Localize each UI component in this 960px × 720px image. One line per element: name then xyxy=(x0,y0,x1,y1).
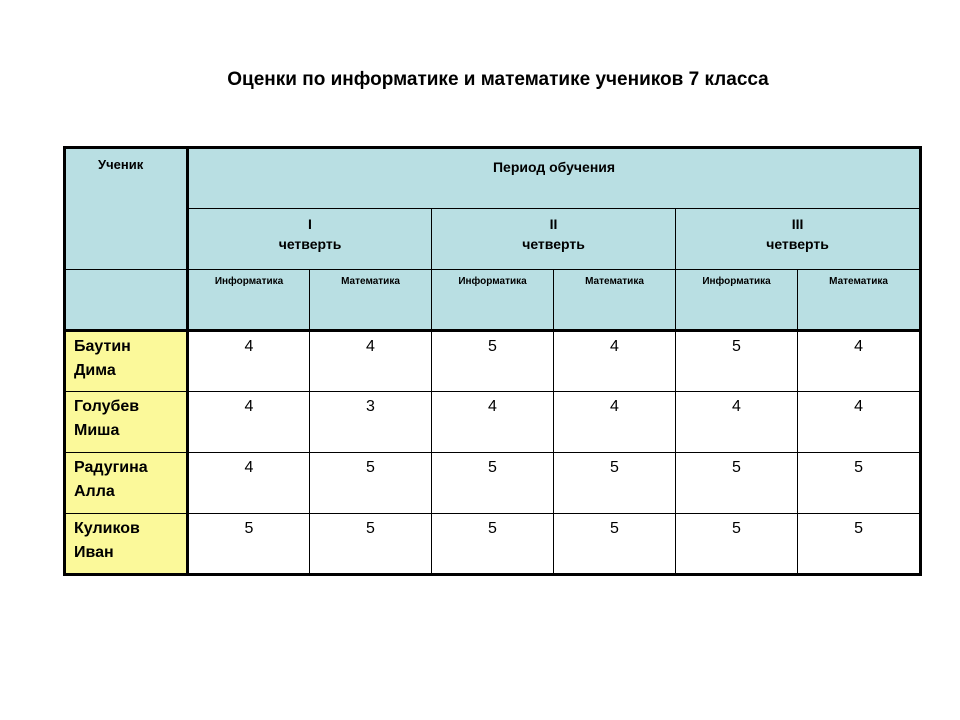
grade-cell: 4 xyxy=(188,392,310,453)
student-surname: Куликов xyxy=(74,520,140,537)
grade-cell: 5 xyxy=(554,514,676,575)
student-surname: Голубев xyxy=(74,398,140,415)
grade-cell: 5 xyxy=(432,514,554,575)
grade-cell: 5 xyxy=(310,453,432,514)
subject-header: Математика xyxy=(554,270,676,331)
table-row xyxy=(65,514,921,575)
grade-cell: 4 xyxy=(188,453,310,514)
quarter-header-1 xyxy=(188,209,432,270)
page-title: Оценки по информатике и математике учеников 7 класса xyxy=(227,69,769,90)
grade-cell: 4 xyxy=(432,392,554,453)
student-first-name: Дима xyxy=(74,362,116,379)
grades-table xyxy=(63,146,922,576)
quarter-header-2 xyxy=(432,209,676,270)
grade-cell: 5 xyxy=(310,514,432,575)
table-row xyxy=(65,392,921,453)
student-surname: Баутин xyxy=(74,338,131,355)
subject-header: Математика xyxy=(310,270,432,331)
grade-cell: 4 xyxy=(676,392,798,453)
subject-header: Информатика xyxy=(188,270,310,331)
grade-cell: 4 xyxy=(554,331,676,392)
grade-cell: 5 xyxy=(554,453,676,514)
student-first-name: Иван xyxy=(74,544,114,561)
table-row xyxy=(65,331,921,392)
student-name xyxy=(65,514,188,575)
table-row xyxy=(65,453,921,514)
student-name xyxy=(65,453,188,514)
grade-cell: 5 xyxy=(432,453,554,514)
quarter-label: четверть xyxy=(278,236,342,252)
student-surname: Радугина xyxy=(74,459,148,476)
quarter-numeral: III xyxy=(791,216,804,232)
quarter-label: четверть xyxy=(522,236,585,252)
grade-cell: 4 xyxy=(310,331,432,392)
subject-header: Информатика xyxy=(432,270,554,331)
student-column-header: Ученик xyxy=(65,148,188,270)
quarter-numeral: II xyxy=(549,216,558,232)
grade-cell: 4 xyxy=(188,331,310,392)
grade-cell: 5 xyxy=(798,514,921,575)
subject-header: Информатика xyxy=(676,270,798,331)
period-header: Период обучения xyxy=(188,148,921,209)
grade-cell: 5 xyxy=(188,514,310,575)
grade-cell: 4 xyxy=(798,392,921,453)
student-name xyxy=(65,331,188,392)
grade-cell: 5 xyxy=(676,331,798,392)
quarter-numeral: I xyxy=(308,216,312,232)
quarter-label: четверть xyxy=(766,236,829,252)
student-first-name: Миша xyxy=(74,422,120,439)
grade-cell: 5 xyxy=(798,453,921,514)
grade-cell: 3 xyxy=(310,392,432,453)
grade-cell: 5 xyxy=(676,514,798,575)
quarter-header-3 xyxy=(676,209,921,270)
student-header-spacer xyxy=(65,270,188,331)
subject-header: Математика xyxy=(798,270,921,331)
student-first-name: Алла xyxy=(74,483,115,500)
student-name xyxy=(65,392,188,453)
grade-cell: 5 xyxy=(432,331,554,392)
grade-cell: 4 xyxy=(554,392,676,453)
grade-cell: 5 xyxy=(676,453,798,514)
grade-cell: 4 xyxy=(798,331,921,392)
